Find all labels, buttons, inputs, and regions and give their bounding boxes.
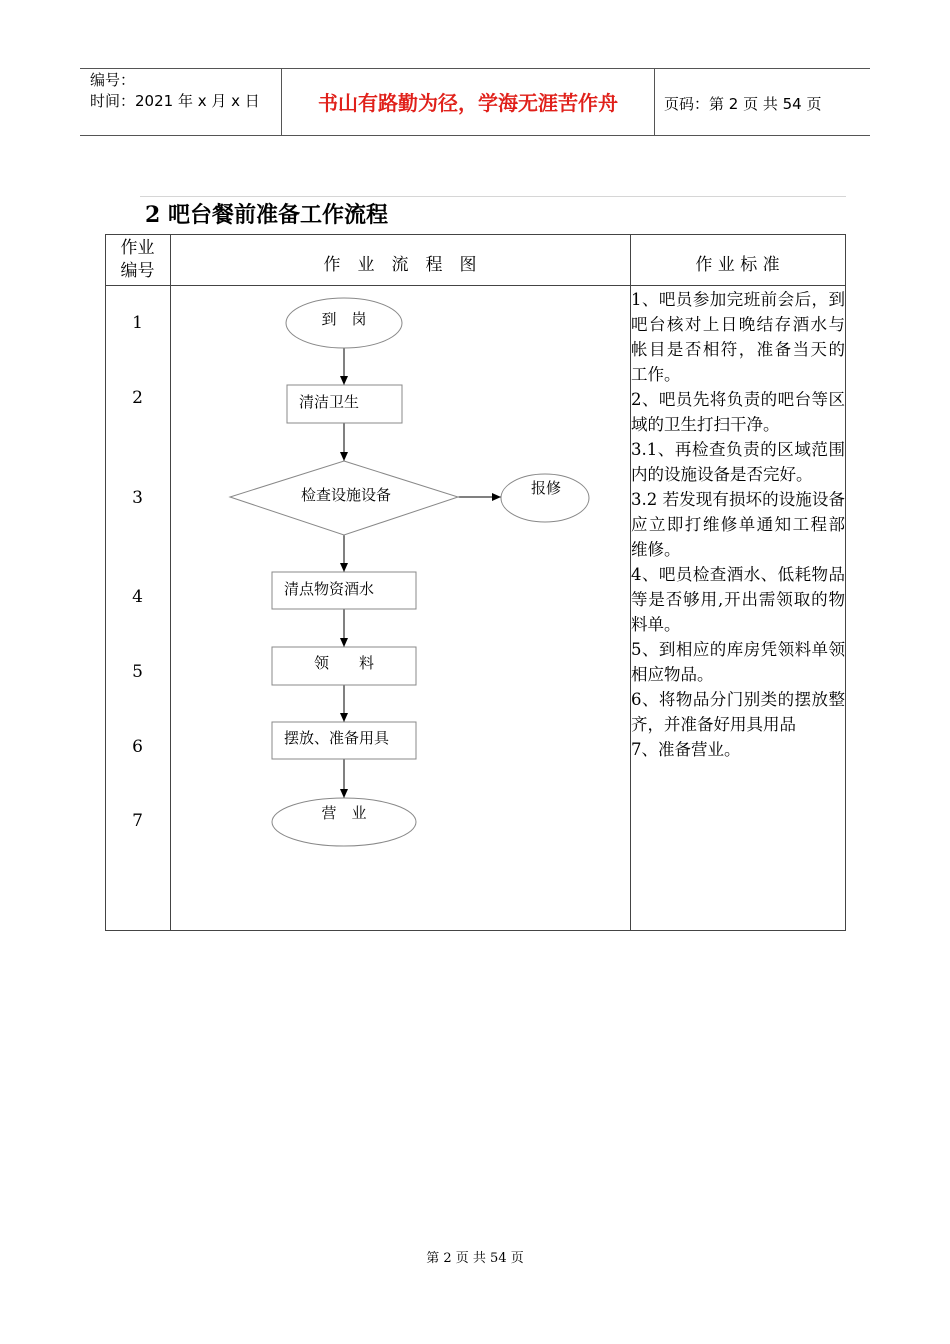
standard-item-4: 4、吧员检查酒水、低耗物品等是否够用,开出需领取的物料单。	[631, 565, 845, 634]
step-number-3: 3	[132, 488, 143, 508]
flow-node-repair	[501, 474, 589, 522]
header-motto: 书山有路勤为径，学海无涯苦作舟	[318, 91, 618, 115]
flow-node-arrange-label: 摆放、准备用具	[284, 729, 390, 747]
flow-node-end	[272, 798, 416, 846]
flow-node-arrange	[272, 722, 416, 759]
flow-node-start	[286, 298, 402, 348]
col-header-flowchart: 作 业 流 程 图	[323, 255, 477, 275]
col-header-step-no-line2: 编号	[120, 261, 155, 281]
standard-item-5: 5、到相应的库房凭领料单领相应物品。	[631, 640, 845, 684]
standard-item-3-2: 3.2 若发现有损坏的设施设备应立即打维修单通知工程部维修。	[631, 490, 845, 559]
header-page-info: 页码：第 2 页 共 54 页	[664, 95, 822, 113]
step-number-6: 6	[132, 737, 143, 757]
step-number-4: 4	[132, 587, 143, 607]
flow-node-count-label: 清点物资酒水	[284, 580, 375, 598]
standard-item-1: 1、吧员参加完班前会后，到吧台核对上日晚结存酒水与帐目是否相符，准备当天的工作。	[631, 290, 845, 384]
page-footer: 第 2 页 共 54 页	[426, 1251, 524, 1266]
flow-node-check	[230, 461, 458, 535]
flow-node-count	[272, 572, 416, 609]
header-serial-label: 编号：	[90, 71, 136, 89]
flow-node-repair-label: 报修	[530, 479, 562, 497]
flow-node-collect	[272, 647, 416, 685]
step-number-7: 7	[132, 811, 143, 831]
col-header-step-no-line1: 作业	[120, 238, 155, 258]
standard-item-2: 2、吧员先将负责的吧台等区域的卫生打扫干净。	[631, 390, 845, 434]
step-number-2: 2	[132, 388, 143, 408]
page-title: 2 吧台餐前准备工作流程	[145, 202, 388, 228]
standard-item-3-1: 3.1、再检查负责的区域范围内的设施设备是否完好。	[631, 440, 845, 484]
header-date: 时间：2021 年 x 月 x 日	[90, 92, 260, 110]
flow-node-check-label: 检查设施设备	[300, 486, 392, 504]
step-number-1: 1	[132, 313, 143, 333]
flow-node-end-label: 营 业	[321, 804, 367, 822]
col-header-standard: 作 业 标 准	[695, 255, 780, 275]
standard-item-6: 6、将物品分门别类的摆放整齐，并准备好用具用品	[631, 690, 845, 734]
flow-node-clean	[287, 385, 402, 423]
step-number-5: 5	[132, 662, 143, 682]
standard-item-7: 7、准备营业。	[631, 740, 741, 759]
flow-node-collect-label: 领 料	[313, 654, 375, 672]
flow-node-start-label: 到 岗	[321, 310, 367, 328]
flow-node-clean-label: 清洁卫生	[299, 393, 360, 411]
standards-list	[631, 287, 845, 762]
